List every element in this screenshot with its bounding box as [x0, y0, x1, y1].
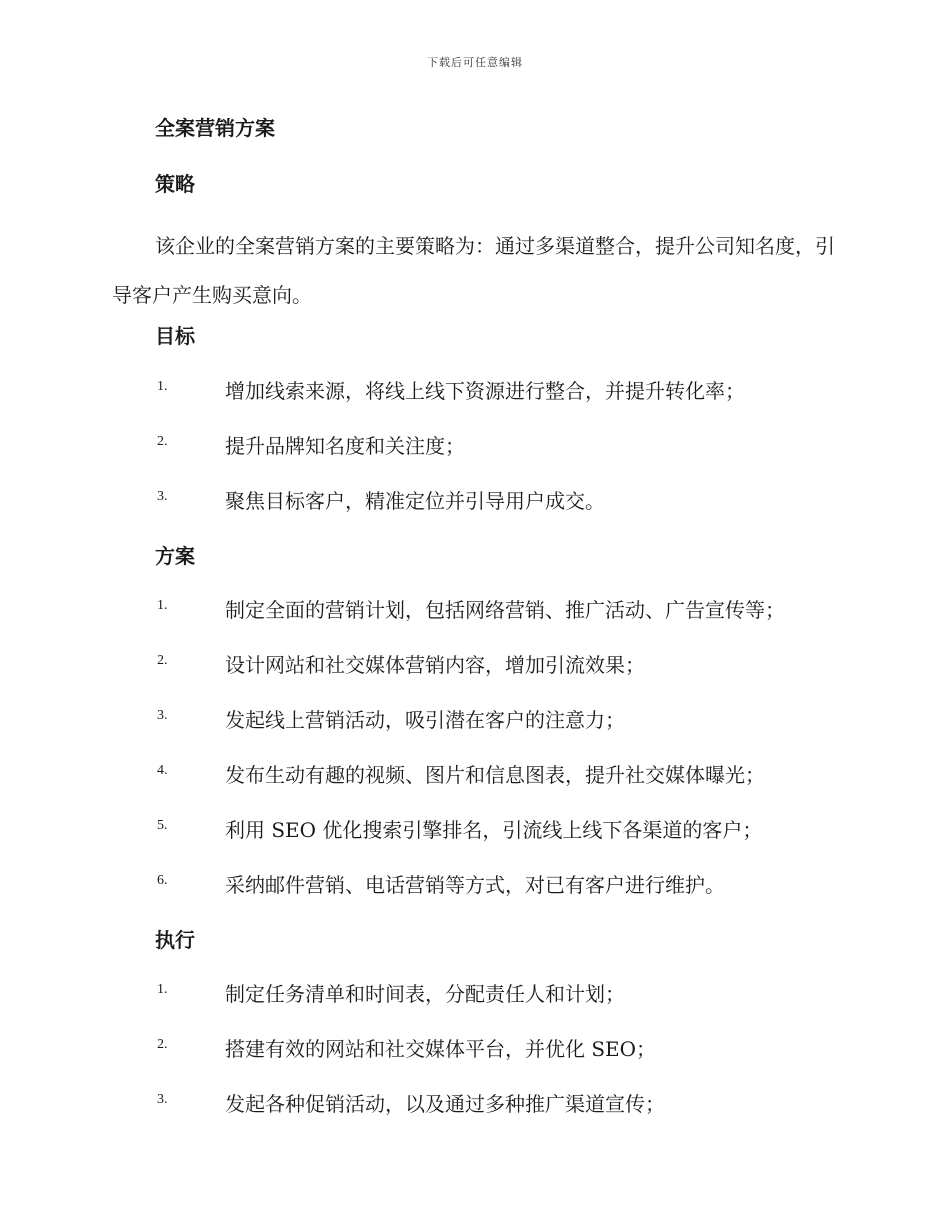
section-heading-goals: 目标	[155, 324, 195, 348]
list-item-number: 2.	[157, 1037, 168, 1052]
list-item	[0, 814, 950, 844]
list-item	[0, 1033, 950, 1063]
list-item	[0, 759, 950, 789]
list-item	[0, 704, 950, 734]
list-item-text: 利用 SEO 优化搜索引擎排名，引流线上线下各渠道的客户；	[225, 818, 763, 842]
list-item-number: 3.	[157, 1092, 168, 1107]
list-item-number: 1.	[157, 982, 168, 997]
list-item	[0, 869, 950, 899]
list-item-number: 3.	[157, 489, 168, 504]
list-item-text: 发布生动有趣的视频、图片和信息图表，提升社交媒体曝光；	[225, 763, 765, 787]
list-item-text: 发起线上营销活动，吸引潜在客户的注意力；	[225, 708, 625, 732]
list-item-text: 增加线索来源，将线上线下资源进行整合，并提升转化率；	[225, 379, 745, 403]
list-item	[0, 430, 950, 460]
list-item	[0, 594, 950, 624]
list-item-number: 1.	[157, 598, 168, 613]
list-item-number: 3.	[157, 708, 168, 723]
list-item-text: 聚焦目标客户，精准定位并引导用户成交。	[225, 489, 605, 513]
list-item-text: 设计网站和社交媒体营销内容，增加引流效果；	[225, 653, 645, 677]
list-item	[0, 649, 950, 679]
list-item-number: 1.	[157, 379, 168, 394]
list-item-number: 6.	[157, 873, 168, 888]
list-item-text: 搭建有效的网站和社交媒体平台，并优化 SEO；	[225, 1037, 657, 1061]
list-item	[0, 375, 950, 405]
list-item-number: 2.	[157, 653, 168, 668]
list-item-text: 发起各种促销活动，以及通过多种推广渠道宣传；	[225, 1092, 665, 1116]
list-item-text: 制定任务清单和时间表，分配责任人和计划；	[225, 982, 625, 1006]
list-item-text: 制定全面的营销计划，包括网络营销、推广活动、广告宣传等；	[225, 598, 785, 622]
list-item-number: 2.	[157, 434, 168, 449]
header-note: 下载后可任意编辑	[427, 56, 523, 69]
list-item-text: 提升品牌知名度和关注度；	[225, 434, 465, 458]
list-item-number: 4.	[157, 763, 168, 778]
list-item	[0, 1088, 950, 1118]
strategy-paragraph: 该企业的全案营销方案的主要策略为：通过多渠道整合，提升公司知名度，引导客户产生购买意向。	[112, 234, 835, 307]
section-heading-strategy: 策略	[155, 172, 195, 196]
section-heading-execution: 执行	[155, 928, 195, 952]
document-title: 全案营销方案	[155, 116, 275, 140]
list-item-text: 采纳邮件营销、电话营销等方式，对已有客户进行维护。	[225, 873, 725, 897]
section-heading-plan: 方案	[155, 544, 195, 568]
list-item-number: 5.	[157, 818, 168, 833]
list-item	[0, 978, 950, 1008]
list-item	[0, 485, 950, 515]
